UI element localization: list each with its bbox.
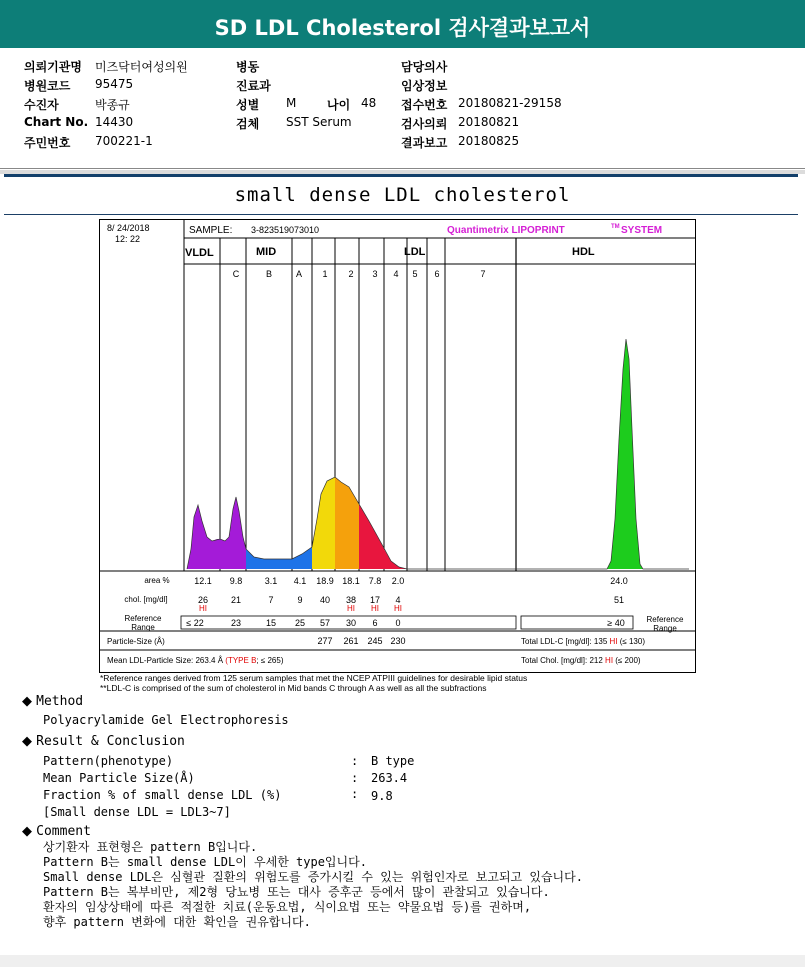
method-section xyxy=(22,694,83,709)
comment-line: Pattern B는 복부비만, 제2형 당뇨병 또는 대사 증후군 등에서 많이 관찰되고 있습니다. xyxy=(43,885,550,899)
info-sex: 성별 M xyxy=(236,96,297,112)
band-label-6: 6 xyxy=(434,269,440,279)
area-value: 2.0 xyxy=(391,576,405,586)
chol-value: 7 xyxy=(268,595,274,605)
comment-line: 상기환자 표현형은 pattern B입니다. xyxy=(43,840,258,854)
group-vldl: VLDL xyxy=(185,247,214,259)
chart-time: 12: 22 xyxy=(115,234,141,244)
method-text: Polyacrylamide Gel Electrophoresis xyxy=(43,713,289,727)
lipoprint-chart xyxy=(99,219,696,693)
section-title: small dense LDL cholesterol xyxy=(234,184,571,206)
info-patient: 수진자 박종규 xyxy=(24,98,130,112)
band-label-A: A xyxy=(295,269,303,279)
band-label-1: 1 xyxy=(322,269,328,279)
particle-size-value: 230 xyxy=(390,636,406,646)
result-row-value: 9.8 xyxy=(371,789,393,803)
hi-flag: HI xyxy=(199,604,207,613)
result-row-sep: : xyxy=(351,787,359,801)
chart-date: 8/ 24/2018 xyxy=(107,223,150,233)
diamond-icon: ◆ xyxy=(22,824,32,839)
chol-value: 9 xyxy=(297,595,303,605)
info-chart-no: Chart No. 14430 xyxy=(24,115,134,129)
result-row-label: Fraction % of small dense LDL (%) xyxy=(43,788,282,802)
info-age: 나이 48 xyxy=(327,96,377,112)
ref-value: ≤ 22 xyxy=(186,618,204,628)
ref-value: 6 xyxy=(372,618,378,628)
mean-particle-size: Mean LDL-Particle Size: 263.4 Å (TYPE B; ≤ 265) xyxy=(107,656,284,665)
area-value: 24.0 xyxy=(610,576,628,586)
row-label-ref-right: Reference Range xyxy=(646,615,684,633)
diamond-icon: ◆ xyxy=(22,694,32,709)
row-label-ref: Reference Range xyxy=(124,614,162,632)
area-value: 18.9 xyxy=(316,576,334,586)
row-label-area: area % xyxy=(144,576,170,585)
divider-navy xyxy=(4,174,798,177)
ref-value: 0 xyxy=(395,618,401,628)
row-label-particle: Particle-Size (Å) xyxy=(107,637,165,646)
result-row-sep: : xyxy=(351,754,359,768)
info-doctor: 담당의사 xyxy=(401,60,448,74)
band-label-B: B xyxy=(265,269,273,279)
footnotes xyxy=(100,673,527,693)
band-label-4: 4 xyxy=(393,269,399,279)
result-row-label: Pattern(phenotype) xyxy=(43,754,174,768)
chol-value: 51 xyxy=(613,595,625,605)
hi-flag: HI xyxy=(394,604,402,613)
group-mid: MID xyxy=(256,246,277,258)
bottom-band xyxy=(0,955,805,967)
area-value: 18.1 xyxy=(342,576,360,586)
hi-flag: HI xyxy=(347,604,355,613)
svg-text:TM: TM xyxy=(611,224,620,230)
comment-heading: Comment xyxy=(36,824,91,839)
footnote-2: **LDL-C is comprised of the sum of cholesterol in Mid bands C through A as well as all the subfractions xyxy=(100,683,487,693)
result-section xyxy=(22,734,185,749)
info-resident-no: 주민번호 700221-1 xyxy=(24,134,153,150)
ref-value: 23 xyxy=(230,618,242,628)
ref-value: 30 xyxy=(345,618,357,628)
particle-size-value: 261 xyxy=(343,636,359,646)
info-specimen: 검체 SST Serum xyxy=(236,115,352,131)
info-requesting-clinic: 의뢰기관명 미즈닥터여성의원 xyxy=(24,60,188,74)
diamond-icon: ◆ xyxy=(22,734,32,749)
divider-thin xyxy=(4,214,798,215)
info-receipt-no: 접수번호 20180821-29158 xyxy=(401,96,562,112)
band-label-7: 7 xyxy=(480,269,486,279)
group-ldl: LDL xyxy=(404,246,426,258)
band-label-C: C xyxy=(232,269,240,279)
result-note: [Small dense LDL = LDL3~7] xyxy=(43,805,231,819)
chol-value: 38 xyxy=(345,595,357,605)
info-department: 진료과 xyxy=(236,79,271,93)
report-title: SD LDL Cholesterol 검사결과보고서 xyxy=(0,0,805,48)
svg-text:SYSTEM: SYSTEM xyxy=(621,225,663,236)
result-heading: Result & Conclusion xyxy=(36,734,185,749)
particle-size-value: 277 xyxy=(317,636,333,646)
ref-value: 15 xyxy=(265,618,277,628)
info-clinical: 임상정보 xyxy=(401,79,448,93)
info-hospital-code: 병원코드 95475 xyxy=(24,77,134,93)
chol-value: 40 xyxy=(319,595,331,605)
footnote-1: *Reference ranges derived from 125 serum samples that met the NCEP ATPIII guidelines for desirable lipid status xyxy=(100,673,528,683)
chol-value: 4 xyxy=(395,595,401,605)
band-label-5: 5 xyxy=(412,269,418,279)
result-row-value: 263.4 xyxy=(371,771,408,785)
chol-value: 21 xyxy=(230,595,242,605)
group-hdl: HDL xyxy=(572,246,595,258)
total-ldl: Total LDL-C [mg/dl]: 135 HI (≤ 130) xyxy=(521,637,645,646)
comment-line: Small dense LDL은 심혈관 질환의 위험도를 증가시킬 수 있는 위험인자로 보고되고 있습니다. xyxy=(43,870,583,884)
row-label-chol: chol. [mg/dl] xyxy=(124,595,168,604)
svg-text:Quantimetrix LIPOPRINT: Quantimetrix LIPOPRINT xyxy=(447,225,565,236)
comment-line: 향후 pattern 변화에 대한 확인을 권유합니다. xyxy=(43,915,311,929)
band-label-3: 3 xyxy=(372,269,378,279)
area-value: 9.8 xyxy=(229,576,243,586)
chart-svg xyxy=(99,219,696,693)
brand-logo xyxy=(447,224,662,236)
sample-id: 3-823519073010 xyxy=(251,225,320,235)
comment-section xyxy=(22,824,91,839)
comment-line: 환자의 임상상태에 따른 적절한 치료(운동요법, 식이요법 또는 약물요법 등)를 권하며, xyxy=(43,900,532,914)
ref-value: 25 xyxy=(294,618,306,628)
info-report-date: 결과보고 20180825 xyxy=(401,134,520,150)
chol-value: 26 xyxy=(197,595,209,605)
result-row-sep: : xyxy=(351,771,359,785)
method-heading: Method xyxy=(36,694,84,709)
info-ward: 병동 xyxy=(236,60,260,74)
area-value: 4.1 xyxy=(293,576,307,586)
result-row-label: Mean Particle Size(Å) xyxy=(43,771,195,785)
area-value: 7.8 xyxy=(368,576,382,586)
area-value: 12.1 xyxy=(194,576,212,586)
area-value: 3.1 xyxy=(264,576,278,586)
patient-info xyxy=(0,48,805,169)
info-request-date: 검사의뢰 20180821 xyxy=(401,115,520,131)
chol-value: 17 xyxy=(369,595,381,605)
comment-line: Pattern B는 small dense LDL이 우세한 type입니다. xyxy=(43,855,367,869)
sample-label: SAMPLE: xyxy=(189,225,233,236)
total-chol: Total Chol. [mg/dl]: 212 HI (≤ 200) xyxy=(521,656,641,665)
band-label-2: 2 xyxy=(348,269,354,279)
result-row-value: B type xyxy=(371,754,415,768)
ref-value: ≥ 40 xyxy=(607,618,625,628)
particle-size-value: 245 xyxy=(367,636,383,646)
hi-flag: HI xyxy=(371,604,379,613)
ref-value: 57 xyxy=(319,618,331,628)
